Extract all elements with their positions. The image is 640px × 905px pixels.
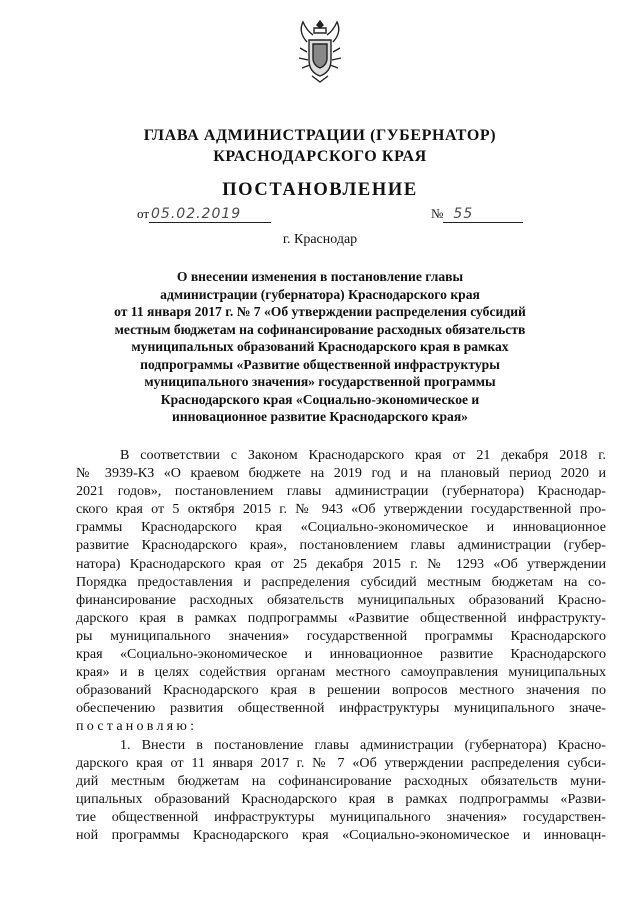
preamble-line: обеспечению развития общественной инфраструктуры муниципального значе- [76,700,606,717]
subject-line: местным бюджетам на софинансирование расходных обязательств [114,321,526,337]
document-type-title: ПОСТАНОВЛЕНИЕ [222,180,418,200]
subject-line: инновационное развитие Краснодарского края» [172,409,468,424]
number-field [431,206,523,223]
preamble-line: граммы Краснодарского края «Социально-экономическое и инновационное [76,519,606,536]
date-label: от [137,206,150,221]
subject-line: администрации (губернатора) Краснодарского края [160,286,480,302]
preamble-line: 2021 годов», постановлением главы администрации (губернатора) Краснодар- [76,483,606,500]
decree-subject [104,268,536,426]
preamble-line: натора) Краснодарского края от 25 декабря 2015 г. № 1293 «Об утверждении [76,555,606,572]
city-name: г. Краснодар [282,232,358,247]
decree-body [76,446,606,844]
preamble-line: финансирование расходных обязательств муниципальных образований Красно- [76,591,606,608]
subject-line: муниципальных образований Краснодарского края в рамках [131,339,509,354]
item1-line: ципальных образований Краснодарского края в рамках подпрограммы «Разви- [76,790,606,807]
item1-line: дарского края от 11 января 2017 г. № 7 «Об утверждении распределения субси- [76,754,606,771]
subject-line: Краснодарского края «Социально-экономическое и [160,391,480,407]
coat-of-arms-emblem [294,18,346,84]
preamble-line: дарского края в рамках подпрограммы «Развитие общественной инфраструкту- [76,609,606,626]
subject-line: О внесении изменения в постановление главы [176,269,464,284]
number-label: № [431,206,444,221]
preamble-line: Порядка предоставления и распределения субсидий местным бюджетам на со- [76,573,606,590]
subject-line: подпрограммы «Развитие общественной инфраструктуры [140,356,500,372]
preamble-line: ского края от 5 октября 2015 г. № 943 «Об утверждении государственной про- [76,501,606,518]
item1-line: дий местным бюджетам на софинансирование расходных обязательств муни- [76,772,606,789]
preamble-line: ры муниципального значения» государственной программы Краснодарского [76,627,606,644]
item1-line: 1. Внести в постановление главы администрации (губернатора) Красно- [120,736,606,753]
preamble-line: края» и в целях содействия органам местного самоуправления муниципальных [76,664,606,681]
subject-line: муниципального значения» государственной программы [144,374,496,389]
subject-line: от 11 января 2017 г. № 7 «Об утверждении распределения субсидий [114,304,526,319]
date-field [137,206,271,223]
item1-line: тие общественной инфраструктуры муниципального значения» государствен- [76,808,606,825]
preamble-line: В соответствии с Законом Краснодарского края от 21 декабря 2018 г. [120,447,606,463]
authority-name-line2: КРАСНОДАРСКОГО КРАЯ [213,148,427,165]
item1-line: ной программы Краснодарского края «Социально-экономическое и инновацн- [76,826,606,843]
preamble-line: края «Социально-экономическое и инновационное развитие Краснодарского [76,646,606,663]
authority-name-line1: ГЛАВА АДМИНИСТРАЦИИ (ГУБЕРНАТОР) [143,127,497,144]
preamble-line: образований Краснодарского края в решении вопросов местного значения по [76,682,606,699]
handwritten-number: 55 [443,206,523,223]
handwritten-date: 05.02.2019 [149,206,271,223]
preamble-line: развитие Краснодарского края», постановлением главы администрации (губер- [76,537,606,554]
resolve-word: постановляю: [76,718,198,735]
preamble-line: № 3939-КЗ «О краевом бюджете на 2019 год и на плановый период 2020 и [76,465,606,482]
